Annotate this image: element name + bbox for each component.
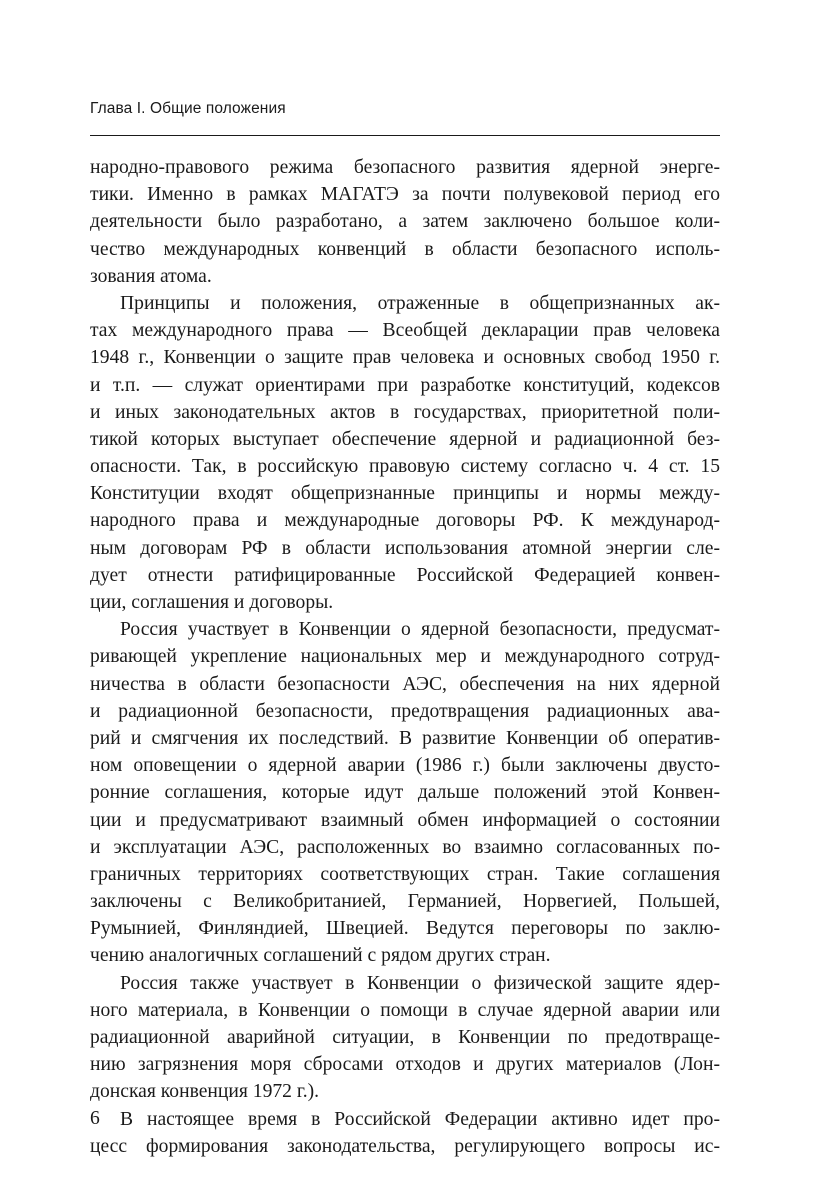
text-line: деятельности было разработано, а затем заключено большое коли- <box>90 211 720 233</box>
text-line: ничества в области безопасности АЭС, обеспечения на них ядерной <box>90 673 720 695</box>
paragraph <box>90 290 720 616</box>
text-line: Россия участвует в Конвенции о ядерной безопасности, предусмат- <box>120 619 720 641</box>
text-line: ного материала, в Конвенции о помощи в случае ядерной аварии или <box>90 999 720 1021</box>
text-line: ции и предусматривают взаимный обмен информацией о состоянии <box>90 809 720 831</box>
paragraph <box>90 970 720 1106</box>
text-line: цесс формирования законодательства, регулирующего вопросы ис- <box>90 1135 720 1157</box>
text-line: и радиационной безопасности, предотвращения радиационных ава- <box>90 700 720 722</box>
text-line: В настоящее время в Российской Федерации активно идет про- <box>120 1108 720 1130</box>
text-line: граничных территориях соответствующих стран. Такие соглашения <box>90 863 720 885</box>
text-line: тах международного права — Всеобщей декларации прав человека <box>90 320 720 342</box>
text-line: народного права и международные договоры РФ. К международ- <box>90 510 720 532</box>
text-line: и эксплуатации АЭС, расположенных во взаимно согласованных по- <box>90 836 720 858</box>
text-line: Россия также участвует в Конвенции о физической защите ядер- <box>120 972 720 994</box>
text-line: чению аналогичных соглашений с рядом других стран. <box>90 945 551 967</box>
text-line: Принципы и положения, отраженные в общепризнанных ак- <box>120 292 720 314</box>
paragraph <box>90 1106 720 1160</box>
text-line: тикой которых выступает обеспечение ядерной и радиационной без- <box>90 428 720 450</box>
text-line: и т.п. — служат ориентирами при разработке конституций, кодексов <box>90 374 720 396</box>
text-line: Конституции входят общепризнанные принципы и нормы между- <box>90 483 720 505</box>
text-line: ном оповещении о ядерной аварии (1986 г.) были заключены двусто- <box>90 755 720 777</box>
text-line: ции, соглашения и договоры. <box>90 592 334 613</box>
text-line: донская конвенция 1972 г.). <box>90 1081 320 1103</box>
text-line: заключены с Великобританией, Германией, Норвегией, Польшей, <box>90 891 720 913</box>
paragraph <box>90 616 720 969</box>
text-line: ривающей укрепление национальных мер и международного сотруд- <box>90 646 720 668</box>
text-line: тики. Именно в рамках МАГАТЭ за почти полувековой период его <box>90 184 720 206</box>
text-line: 1948 г., Конвенции о защите прав человека и основных свобод 1950 г. <box>90 347 720 369</box>
text-line: опасности. Так, в российскую правовую систему согласно ч. 4 ст. 15 <box>90 456 720 478</box>
body-text <box>90 154 720 1160</box>
text-line: рий и смягчения их последствий. В развитие Конвенции об оператив- <box>90 727 720 749</box>
text-line: дует отнести ратифицированные Российской Федерацией конвен- <box>90 564 720 586</box>
header-rule <box>90 135 720 136</box>
text-line: и иных законодательных актов в государствах, приоритетной поли- <box>90 401 720 423</box>
text-line: Румынией, Финляндией, Швецией. Ведутся переговоры по заклю- <box>90 918 720 940</box>
text-line: ным договорам РФ в области использования атомной энергии сле- <box>90 537 720 559</box>
text-line: ронние соглашения, которые идут дальше положений этой Конвен- <box>90 782 720 804</box>
text-line: чество международных конвенций в области безопасного исполь- <box>90 238 720 260</box>
text-line: зования атома. <box>90 265 212 287</box>
text-line: радиационной аварийной ситуации, в Конвенции по предотвраще- <box>90 1027 720 1048</box>
text-line: нию загрязнения моря сбросами отходов и других материалов (Лон- <box>90 1054 720 1076</box>
paragraph <box>90 154 720 290</box>
text-line: народно-правового режима безопасного развития ядерной энерге- <box>90 157 720 178</box>
running-header: Глава I. Общие положения <box>90 100 286 117</box>
page-number: 6 <box>90 1108 100 1129</box>
